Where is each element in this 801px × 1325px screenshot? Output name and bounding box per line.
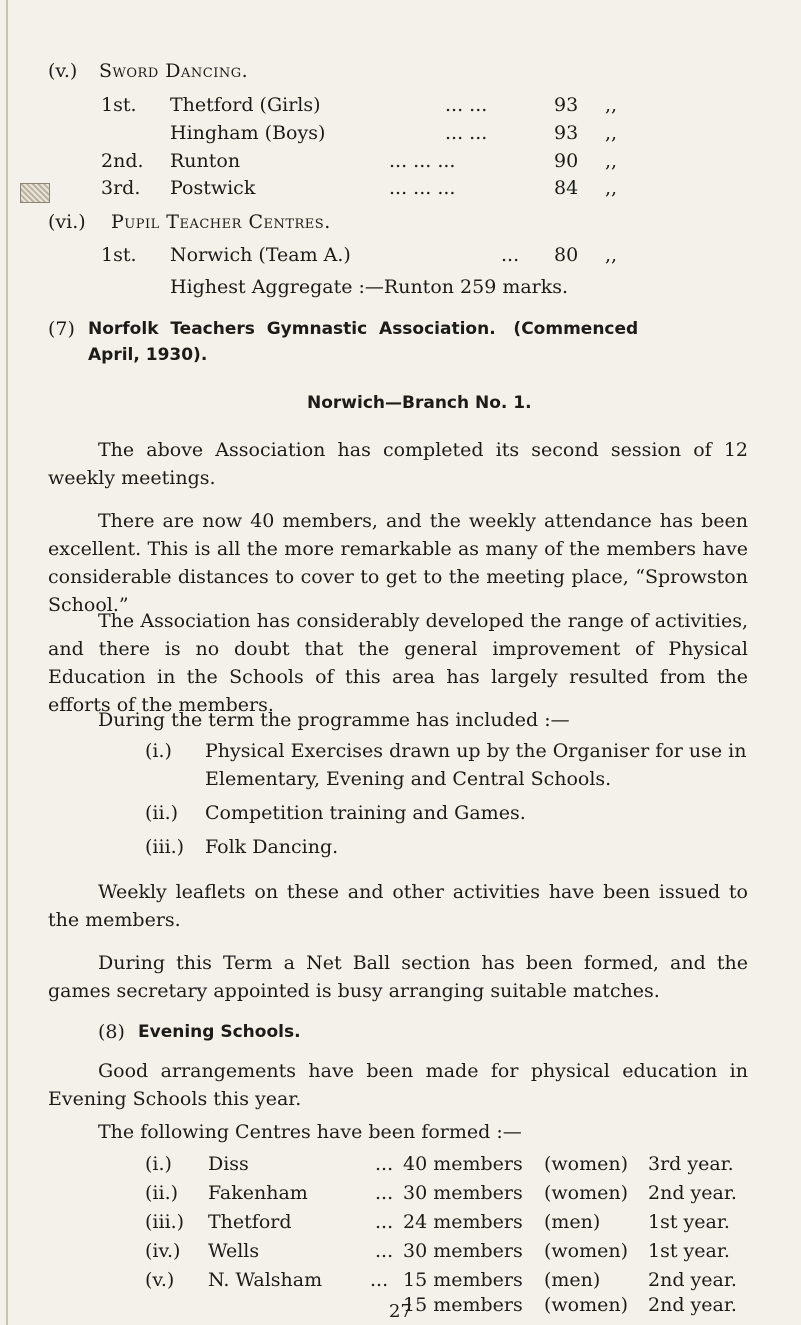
table-cell-who: (women) (544, 1294, 629, 1316)
result-ditto: ,, (605, 244, 618, 266)
table-cell-who: (men) (544, 1269, 601, 1291)
table-cell-year: 3rd year. (648, 1153, 734, 1175)
list-number: (i.) (145, 740, 172, 762)
list-number: (ii.) (145, 802, 179, 824)
section-number: (v.) (48, 60, 78, 82)
paragraph: The Association has considerably developed the range of activities, and there is no doubt that the general improvement of Physical Education in the Schools of this area has largely resulted from the efforts of the members. (48, 610, 748, 716)
table-cell-num: (iii.) (145, 1211, 185, 1233)
table-cell-year: 2nd year. (648, 1294, 737, 1316)
section-heading: Pupil Teacher Centres. (111, 211, 331, 233)
table-cell-dots: ... (375, 1153, 394, 1175)
table-cell-dots: ... (375, 1240, 394, 1262)
list-item: Competition training and Games. (205, 802, 526, 824)
result-score: 93 (554, 94, 579, 116)
result-dots: ... ... ... (389, 177, 456, 199)
centres-intro: The following Centres have been formed :— (98, 1121, 522, 1143)
table-cell-num: (ii.) (145, 1182, 179, 1204)
section-heading: Sword Dancing. (99, 60, 249, 82)
paragraph: During this Term a Net Ball section has been formed, and the games secretary appointed is busy arranging suitable matches. (48, 952, 748, 1002)
list-item-cont: Elementary, Evening and Central Schools. (205, 768, 612, 790)
result-ditto: ,, (605, 94, 618, 116)
table-cell-who: (women) (544, 1153, 629, 1175)
result-ditto: ,, (605, 177, 618, 199)
result-dots: ... ... (445, 122, 488, 144)
table-cell-year: 2nd year. (648, 1182, 737, 1204)
table-cell-num: (i.) (145, 1153, 172, 1175)
table-cell-place: Wells (208, 1240, 260, 1262)
table-cell-count: 30 members (403, 1182, 523, 1204)
result-dots: ... (501, 244, 520, 266)
result-place: 3rd. (101, 177, 141, 199)
result-name: Postwick (170, 177, 256, 199)
result-score: 90 (554, 150, 579, 172)
section-number: (7) (48, 318, 75, 340)
section-heading: Norfolk Teachers Gymnastic Association. (Commenced (88, 319, 639, 339)
table-cell-place: N. Walsham (208, 1269, 323, 1291)
page-edge-line (6, 0, 8, 1325)
result-ditto: ,, (605, 122, 618, 144)
result-name: Norwich (Team A.) (170, 244, 351, 266)
table-cell-year: 1st year. (648, 1240, 730, 1262)
table-cell-dots: ... (375, 1182, 394, 1204)
section-heading-cont: April, 1930). (88, 345, 208, 365)
table-cell-place: Diss (208, 1153, 249, 1175)
result-place: 1st. (101, 244, 137, 266)
table-cell-count: 40 members (403, 1153, 523, 1175)
list-item: Folk Dancing. (205, 836, 339, 858)
result-score: 80 (554, 244, 579, 266)
table-cell-year: 1st year. (648, 1211, 730, 1233)
table-cell-count: 30 members (403, 1240, 523, 1262)
branch-subheading: Norwich—Branch No. 1. (307, 393, 532, 413)
table-cell-num: (iv.) (145, 1240, 181, 1262)
section-number: (8) (98, 1021, 125, 1043)
result-dots: ... ... (445, 94, 488, 116)
result-ditto: ,, (605, 150, 618, 172)
table-cell-count: 15 members (403, 1269, 523, 1291)
paragraph: Weekly leaflets on these and other activities have been issued to the members. (48, 881, 748, 931)
table-cell-year: 2nd year. (648, 1269, 737, 1291)
table-cell-who: (women) (544, 1182, 629, 1204)
result-name: Hingham (Boys) (170, 122, 326, 144)
table-cell-count: 15 members (403, 1294, 523, 1316)
list-number: (iii.) (145, 836, 185, 858)
paragraph: During the term the programme has included :— (98, 709, 570, 731)
table-cell-place: Thetford (208, 1211, 292, 1233)
table-cell-who: (women) (544, 1240, 629, 1262)
result-score: 84 (554, 177, 579, 199)
page-number: 27 (389, 1301, 412, 1322)
table-cell-count: 24 members (403, 1211, 523, 1233)
result-place: 1st. (101, 94, 137, 116)
table-cell-dots: ... (375, 1211, 394, 1233)
paragraph: The above Association has completed its second session of 12 weekly meetings. (48, 439, 748, 489)
result-score: 93 (554, 122, 579, 144)
result-dots: ... ... ... (389, 150, 456, 172)
table-cell-num: (v.) (145, 1269, 175, 1291)
section-number: (vi.) (48, 211, 86, 233)
paragraph: Good arrangements have been made for physical education in Evening Schools this year. (48, 1060, 748, 1110)
section-heading: Evening Schools. (138, 1022, 301, 1042)
library-stamp-mark (20, 183, 50, 203)
table-cell-dots: ... (370, 1269, 389, 1291)
result-name: Runton (170, 150, 241, 172)
table-cell-place: Fakenham (208, 1182, 308, 1204)
highest-aggregate: Highest Aggregate :—Runton 259 marks. (170, 276, 569, 298)
table-cell-who: (men) (544, 1211, 601, 1233)
list-item: Physical Exercises drawn up by the Organiser for use in (205, 740, 747, 762)
result-place: 2nd. (101, 150, 144, 172)
paragraph: There are now 40 members, and the weekly attendance has been excellent. This is all the more remarkable as many of the members have considerable distances to cover to get to the meeting place, “Sprowston School.” (48, 510, 748, 616)
result-name: Thetford (Girls) (170, 94, 321, 116)
